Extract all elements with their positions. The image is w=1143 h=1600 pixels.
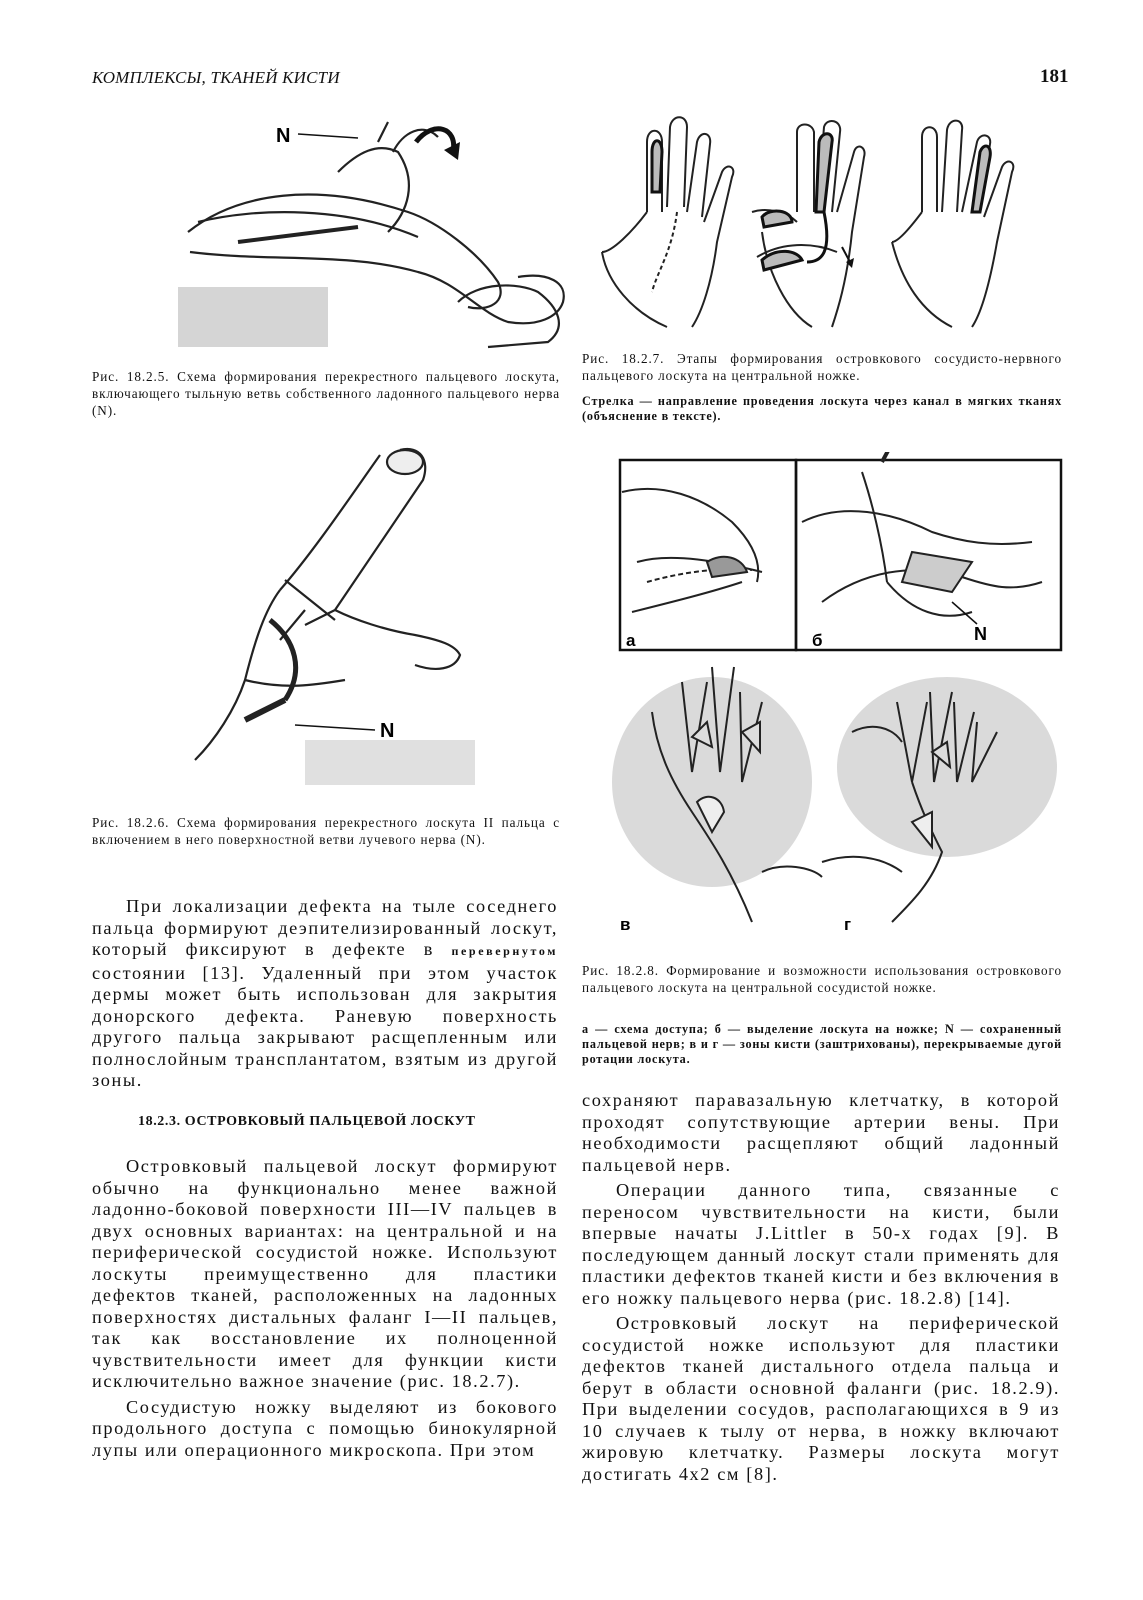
- figure-18-2-5-n-label: N: [276, 125, 291, 147]
- figure-18-2-8-label-b: б: [812, 631, 823, 650]
- figure-18-2-6-caption: Рис. 18.2.6. Схема формирования перекрестного лоскута II пальца с включением в него поверхностной ветви лучевого нерва (N).: [92, 815, 560, 847]
- right-paragraph-2: Операции данного типа, связанные с переносом чувствительности на кисти, были впервые начаты J.Littler в 50-х годах [9]. В последующем данный лоскут стали применять для пластики дефектов тканей кисти и без включения в его ножку пальцевого нерва (рис. 18.2.8) [14].: [582, 1180, 1060, 1308]
- right-paragraph-1: сохраняют паравазальную клетчатку, в которой проходят сопутствующие артерии вены. При необходимости расщепляют общий ладонный пальцевой нерв.: [582, 1090, 1060, 1175]
- right-paragraph-3: Островковый лоскут на периферической сосудистой ножке используют для пластики дефектов тканей дистального отдела пальца и берут в области основной фаланги (рис. 18.2.9). При выделении сосудов, располагающихся в 9 из 10 случаев к тылу от нерва, в ножку включают жировую клетчатку. Размеры лоскута могут достигать 4х2 см [8].: [582, 1313, 1060, 1484]
- figure-18-2-7: [592, 112, 1068, 337]
- figure-18-2-8-subcaption: а — схема доступа; б — выделение лоскута на ножке; N — сохраненный пальцевой нерв; в и г — зоны кисти (заштрихованы), перекрываемые дугой ротации лоскута.: [582, 1022, 1062, 1066]
- left-paragraph-1-a: При локализации дефекта на тыле соседнего пальца формируют деэпителизированный лоскут, который фиксируют в дефекте в: [92, 896, 558, 959]
- left-paragraph-1: [92, 896, 558, 1092]
- figure-18-2-8-label-g: г: [844, 915, 852, 934]
- left-paragraph-1-spaced: перевернутом: [451, 944, 559, 958]
- figure-18-2-5-caption: Рис. 18.2.5. Схема формирования перекрестного пальцевого лоскута, включающего тыльную ветвь собственного ладонного пальцевого нерва (N).: [92, 369, 560, 418]
- left-paragraph-3: Сосудистую ножку выделяют из бокового продольного доступа с помощью бинокулярной лупы или операционного микроскопа. При этом: [92, 1396, 558, 1460]
- left-column-body: [92, 1156, 558, 1465]
- left-paragraph-1-b: состоянии [13]. Удаленный при этом участок дермы может быть использован для закрытия донорского дефекта. Раневую поверхность другого пальца закрывают расщепленным или полнослойным трансплантатом, взятым из другой зоны.: [92, 962, 558, 1090]
- figure-18-2-6-drawing: [185, 440, 475, 785]
- figure-18-2-5: [178, 112, 598, 352]
- figure-18-2-6-n-label: N: [380, 720, 395, 742]
- figure-18-2-8-label-v: в: [620, 915, 631, 934]
- figure-18-2-7-subcaption: Стрелка — направление проведения лоскута через канал в мягких тканях (объяснение в тексте).: [582, 394, 1062, 423]
- figure-18-2-8-caption: Рис. 18.2.8. Формирование и возможности использования островкового пальцевого лоскута на центральной сосудистой ножке.: [582, 963, 1062, 995]
- left-paragraph-2: Островковый пальцевой лоскут формируют обычно на функционально менее важной ладонно-боковой поверхности III—IV пальцев в двух основных вариантах: на центральной и на периферической сосудистой ножке. Используют лоскуты преимущественно для пластики дефектов тканей, расположенных на ладонных поверхностях дистальных фаланг I—II пальцев, так как восстановление их полноценной чувствительности имеет для функции кисти исключительно важное значение (рис. 18.2.7).: [92, 1156, 558, 1391]
- figure-18-2-7-drawing: [592, 112, 1068, 337]
- figure-18-2-8-label-a: а: [626, 631, 636, 650]
- figure-18-2-6: [185, 440, 475, 785]
- figure-18-2-8-label-n: N: [974, 624, 987, 644]
- section-title: 18.2.3. ОСТРОВКОВЫЙ ПАЛЬЦЕВОЙ ЛОСКУТ: [138, 1114, 476, 1129]
- right-column-body: [582, 1090, 1060, 1489]
- figure-18-2-7-caption: Рис. 18.2.7. Этапы формирования островкового сосудисто-нервного пальцевого лоскута на центральной ножке.: [582, 351, 1062, 383]
- figure-18-2-8: [612, 452, 1067, 952]
- page-number: 181: [1040, 66, 1069, 87]
- figure-18-2-8-drawing: [612, 452, 1067, 952]
- running-head: КОМПЛЕКСЫ, ТКАНЕЙ КИСТИ: [92, 68, 340, 87]
- figure-18-2-5-drawing: [178, 112, 598, 352]
